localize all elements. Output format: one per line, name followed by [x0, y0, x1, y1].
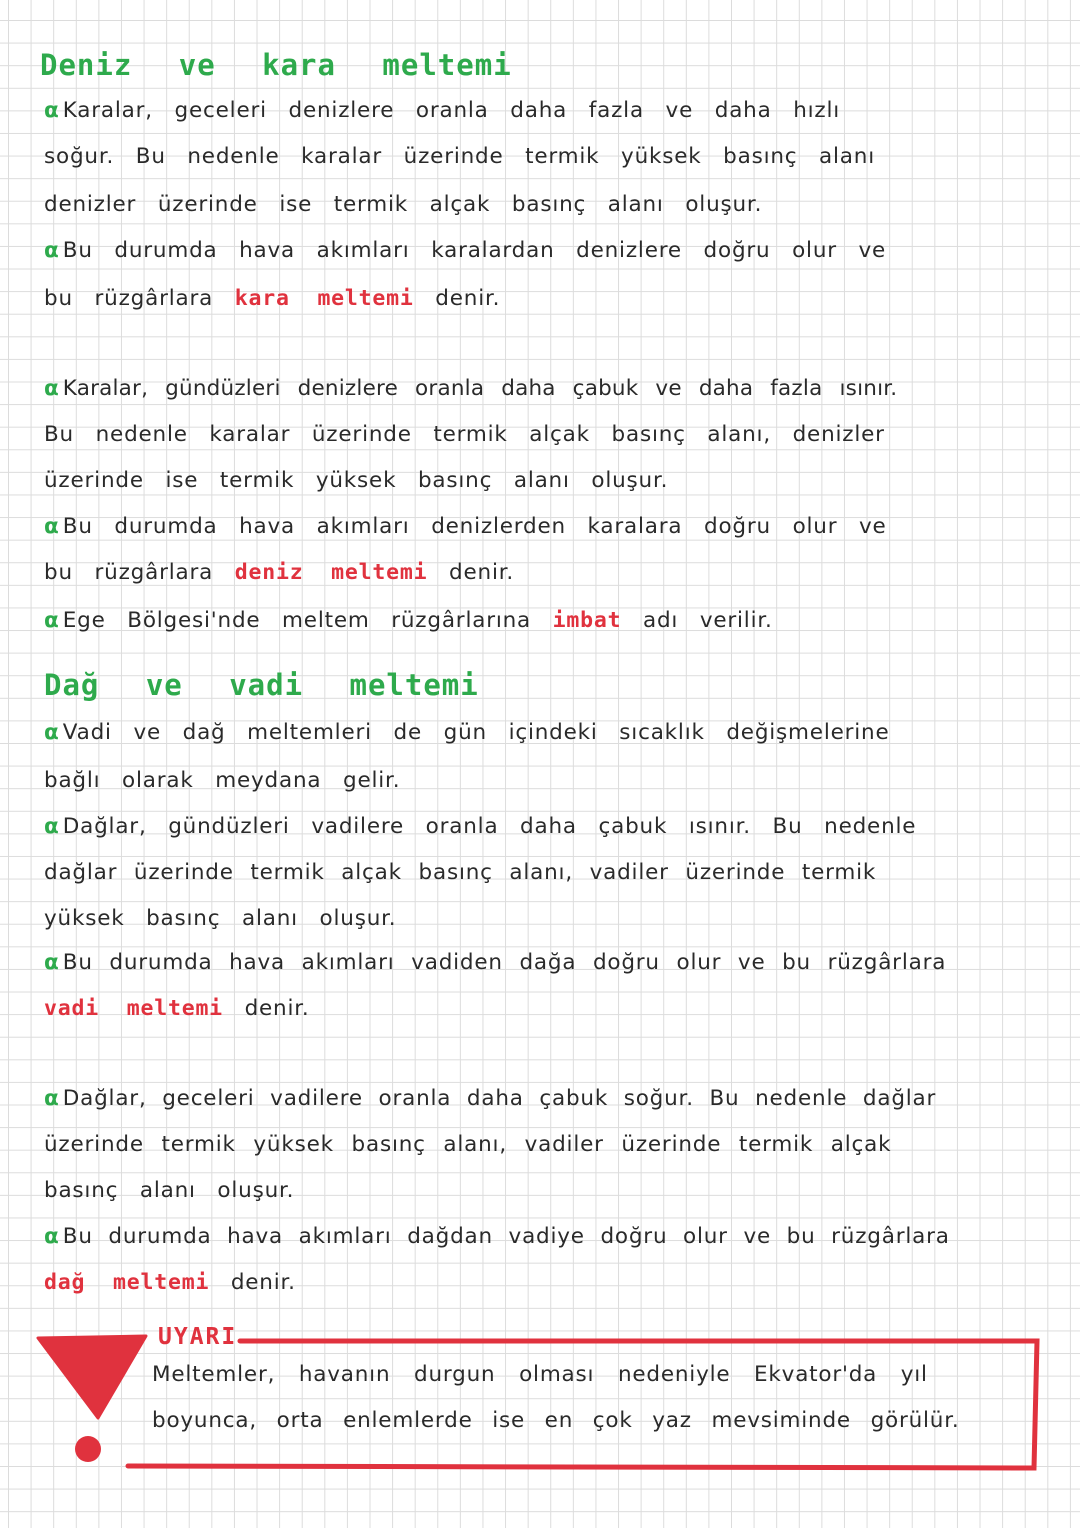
term-vadi-meltemi: vadi meltemi [44, 996, 223, 1021]
bullet-icon: α [44, 814, 59, 839]
line-text: denir. [209, 1270, 296, 1295]
line-text: bağlı olarak meydana gelir. [44, 768, 401, 793]
line-text: üzerinde termik yüksek basınç alanı, vadiler üzerinde termik alçak [44, 1132, 892, 1157]
bullet-icon: α [44, 98, 59, 123]
line-text: bu rüzgârlara [44, 286, 235, 311]
line-text: adı verilir. [621, 608, 773, 633]
line-text: Bu nedenle karalar üzerinde termik alçak basınç alanı, denizler [44, 422, 885, 447]
line-text: soğur. Bu nedenle karalar üzerinde termik yüksek basınç alanı [44, 144, 875, 169]
line-text: Bu durumda hava akımları dağdan vadiye doğru olur ve bu rüzgârlara [62, 1224, 950, 1249]
line-text: denir. [427, 560, 515, 585]
term-dag-meltemi: dağ meltemi [44, 1270, 210, 1295]
bullet-icon: α [44, 376, 59, 401]
line-text: Dağlar, gündüzleri vadilere oranla daha çabuk ısınır. Bu nedenle [62, 814, 917, 839]
line-text: Bu durumda hava akımları vadiden dağa doğru olur ve bu rüzgârlara [62, 950, 947, 975]
line-text: denir. [413, 286, 501, 311]
term-imbat: imbat [552, 608, 622, 633]
bullet-icon: α [44, 720, 59, 745]
bullet-icon: α [44, 1086, 59, 1111]
section-heading-sea-land-breeze: Deniz ve kara meltemi [40, 48, 512, 82]
line-text: Dağlar, geceleri vadilere oranla daha çabuk soğur. Bu nedenle dağlar [62, 1086, 937, 1111]
bullet-icon: α [44, 950, 59, 975]
warning-exclamation-icon [38, 1336, 146, 1418]
warning-frame [128, 1341, 1037, 1468]
line-text: Ege Bölgesi'nde meltem rüzgârlarına [62, 608, 553, 633]
line-text: Karalar, gündüzleri denizlere oranla daha çabuk ve daha fazla ısınır. [62, 376, 898, 401]
bullet-icon: α [44, 608, 59, 633]
line-text: bu rüzgârlara [44, 560, 235, 585]
line-text: üzerinde ise termik yüksek basınç alanı oluşur. [44, 468, 669, 493]
line-text: yüksek basınç alanı oluşur. [44, 906, 397, 931]
term-deniz-meltemi: deniz meltemi [234, 560, 428, 585]
line-text: denizler üzerinde ise termik alçak basınç alanı oluşur. [44, 192, 763, 217]
line-text: Bu durumda hava akımları denizlerden karalara doğru olur ve [62, 514, 887, 539]
term-kara-meltemi: kara meltemi [234, 286, 414, 311]
bullet-icon: α [44, 1224, 59, 1249]
line-text: Vadi ve dağ meltemleri de gün içindeki sıcaklık değişmelerine [62, 720, 890, 745]
warning-line: Meltemler, havanın durgun olması nedeniyle Ekvator'da yıl [152, 1362, 928, 1387]
line-text: Karalar, geceleri denizlere oranla daha fazla ve daha hızlı [62, 98, 841, 123]
line-text: denir. [222, 996, 310, 1021]
warning-title: UYARI [158, 1324, 238, 1350]
section-heading-mountain-valley-breeze: Dağ ve vadi meltemi [44, 668, 479, 702]
warning-dot-icon [75, 1436, 101, 1462]
line-text: Bu durumda hava akımları karalardan denizlere doğru olur ve [62, 238, 887, 263]
warning-line: boyunca, orta enlemlerde ise en çok yaz mevsiminde görülür. [152, 1408, 960, 1433]
line-text: basınç alanı oluşur. [44, 1178, 295, 1203]
line-text: dağlar üzerinde termik alçak basınç alanı, vadiler üzerinde termik [44, 860, 877, 885]
bullet-icon: α [44, 238, 59, 263]
bullet-icon: α [44, 514, 59, 539]
